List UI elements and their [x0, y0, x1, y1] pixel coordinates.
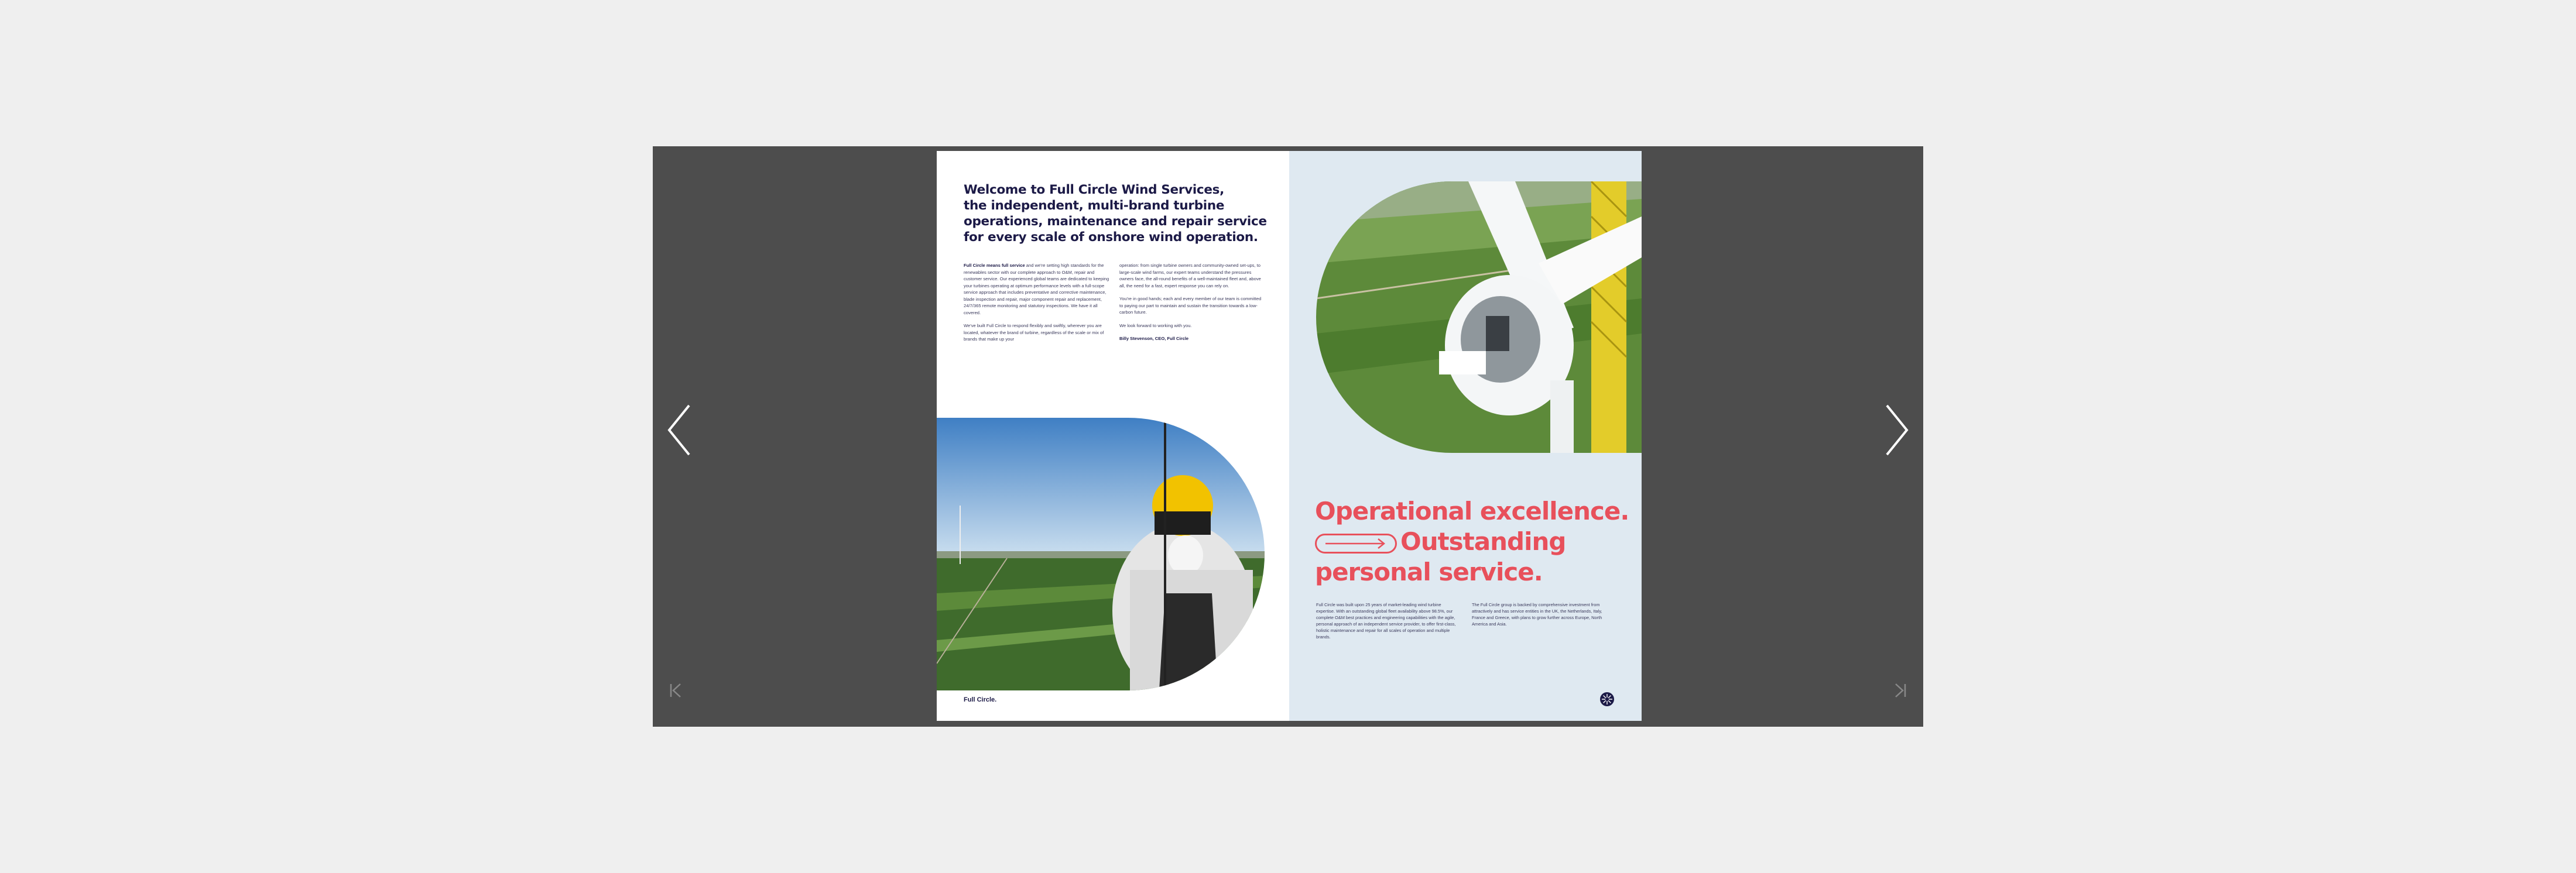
page-spread	[937, 151, 1642, 721]
flipbook-viewer	[653, 146, 1923, 727]
turbine-nacelle-photo	[1316, 181, 1642, 453]
intro-paragraph: operation: from single turbine owners and community-owned set-ups, to large-scale wind farms, our expert teams understand the pressures owners face, the all-round benefits of a well-maintained fleet and, above all, the need for a fast, expert response you can rely on.	[1119, 263, 1261, 288]
heading-line: for every scale of onshore wind operation.	[964, 230, 1258, 245]
headline-line-with-arrow	[1315, 527, 1631, 557]
left-page	[937, 151, 1289, 721]
welcome-heading	[964, 182, 1268, 245]
first-page-icon	[667, 682, 685, 699]
intro-lead: Full Circle means full service	[964, 263, 1025, 268]
prev-page-button[interactable]	[659, 398, 700, 462]
intro-paragraph: We look forward to working with you.	[1119, 322, 1192, 328]
heading-line: operations, maintenance and repair service	[964, 214, 1267, 229]
headline-line: personal service.	[1315, 558, 1543, 586]
signature: Billy Stevenson, CEO, Full Circle	[1119, 336, 1189, 341]
headline-text: Outstanding	[1400, 527, 1566, 556]
operational-headline	[1315, 496, 1631, 587]
intro-text: and we're setting high standards for the renewables sector with our complete approach to O&M, repair and customer service. Our experienced global teams are dedicated to keeping your turbines operating at optimum performance levels with a full-scope service approach that includes preventative and corrective maintenance, blade inspection and repair, major component repair and replacement, 24/7/365 remote monitoring and statutory inspections. We have it all covered.	[964, 263, 1109, 315]
intro-column-left	[964, 262, 1110, 349]
last-page-button[interactable]	[1888, 678, 1912, 703]
headline-line: Operational excellence.	[1315, 497, 1629, 525]
first-page-button[interactable]	[664, 678, 688, 703]
about-column-right: The Full Circle group is backed by comprehensive investment from attractively and has service entities in the UK, the Netherlands, Italy, France and Greece, with plans to grow further across Europe, North America and Asia.	[1472, 602, 1602, 627]
right-page	[1289, 151, 1642, 721]
intro-paragraph	[964, 262, 1110, 316]
arrow-right-icon	[1315, 534, 1397, 554]
heading-line: Welcome to Full Circle Wind Services,	[964, 183, 1225, 197]
intro-paragraph: We've built Full Circle to respond flexibly and swiftly, wherever you are located, whatever the brand of turbine, regardless of the scale or mix of brands that make up your	[964, 323, 1104, 342]
next-page-button[interactable]	[1876, 398, 1917, 462]
heading-line: the independent, multi-brand turbine	[964, 198, 1225, 213]
chevron-right-icon	[1882, 401, 1912, 459]
technician-photo	[937, 418, 1265, 690]
about-column-left: Full Circle was built upon 25 years of market-leading wind turbine expertise. With an outstanding global fleet availability above 98.5%, our complete O&M best practices and engineering capabilities with the agile, personal approach of an independent service provider, to offer first-class, holistic maintenance and repair for all scales of operation and multiple brands.	[1316, 602, 1456, 640]
intro-paragraph: You're in good hands; each and every member of our team is committed to paying our part to maintain and sustain the transition towards a low-carbon future.	[1119, 296, 1262, 315]
full-circle-logo: Full Circle.	[964, 696, 997, 703]
chevron-left-icon	[664, 401, 694, 459]
full-circle-emblem-icon	[1599, 692, 1615, 707]
intro-column-right	[1119, 262, 1266, 349]
last-page-icon	[1891, 682, 1909, 699]
